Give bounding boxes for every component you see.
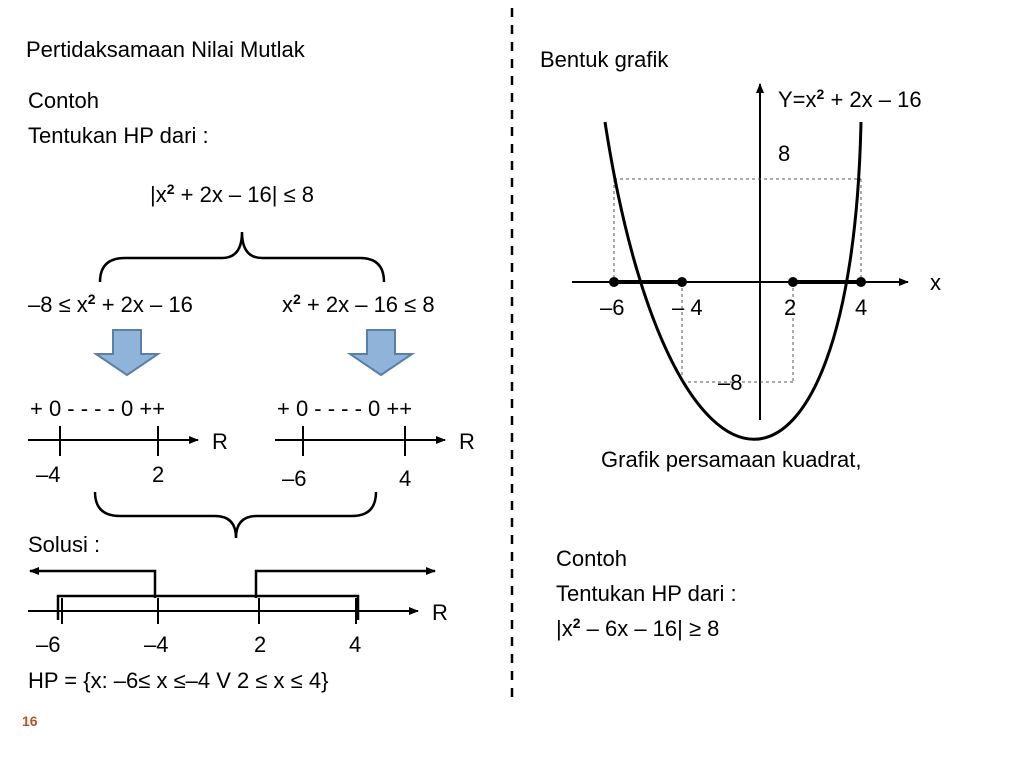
axis-label-right-r: R xyxy=(459,429,475,454)
solution-label: Solusi : xyxy=(28,532,101,557)
point-2 xyxy=(788,277,798,287)
graph-caption: Grafik persamaan kuadrat, xyxy=(601,447,862,472)
down-arrow-right-icon xyxy=(350,330,412,375)
branch-right-inequality: $x^2 + 2x - 16 \le 8$ xyxy=(282,291,435,317)
sol-tick-label: –4 xyxy=(144,632,169,657)
nl-left-tick-label: –4 xyxy=(36,462,61,487)
sol-tick-label: –6 xyxy=(36,632,61,657)
example-label-right: Contoh xyxy=(556,546,627,571)
sol-tick-label: 2 xyxy=(254,632,267,657)
solution-interval xyxy=(58,596,358,620)
solution-ray-right xyxy=(256,571,435,598)
axis-label-solution-r: R xyxy=(432,600,448,625)
sol-tick-label: 4 xyxy=(349,632,362,657)
sign-chart-right: + 0 - - - - 0 ++ xyxy=(277,396,413,421)
nl-left-tick-label: 2 xyxy=(152,462,165,487)
second-inequality: $|x^2 - 6x - 16| \ge 8$ xyxy=(556,615,720,641)
sign-chart-left: + 0 - - - - 0 ++ xyxy=(30,396,166,421)
x-tick-label: – 4 xyxy=(672,295,703,320)
point-minus4 xyxy=(677,277,687,287)
axis-label-left-r: R xyxy=(212,429,228,454)
x-tick-label: 2 xyxy=(784,295,797,320)
graph-section-title: Bentuk grafik xyxy=(540,47,669,72)
example-label-left: Contoh xyxy=(28,88,99,113)
nl-right-tick-label: –6 xyxy=(282,466,307,491)
solution-set: HP = {x: –6≤ x ≤–4 V 2 ≤ x ≤ 4} xyxy=(28,668,329,693)
task-label-right: Tentukan HP dari : xyxy=(556,581,737,606)
x-tick-label: 4 xyxy=(855,295,868,320)
page-number: 16 xyxy=(22,713,38,729)
point-minus6 xyxy=(609,277,619,287)
slide-title: Pertidaksamaan Nilai Mutlak xyxy=(26,37,305,62)
branch-left-inequality: $-8 \le x^2 + 2x - 16$ xyxy=(28,291,193,317)
nl-right-tick-label: 4 xyxy=(399,466,412,491)
main-inequality: $|x^2 + 2x - 16| \le 8$ xyxy=(150,181,315,207)
curly-brace-bottom xyxy=(95,492,376,538)
point-4 xyxy=(856,277,866,287)
x-tick-label: –6 xyxy=(600,295,625,320)
task-label-left: Tentukan HP dari : xyxy=(28,123,209,148)
down-arrow-left-icon xyxy=(96,330,158,375)
graph-equation: $Y=x^2 + 2x - 16$ xyxy=(778,86,922,112)
y-label-8: 8 xyxy=(778,141,791,166)
solution-ray-left xyxy=(30,571,155,598)
y-label-minus8: –8 xyxy=(718,370,743,395)
x-axis-label: x xyxy=(930,270,941,295)
curly-brace-top xyxy=(100,232,384,282)
